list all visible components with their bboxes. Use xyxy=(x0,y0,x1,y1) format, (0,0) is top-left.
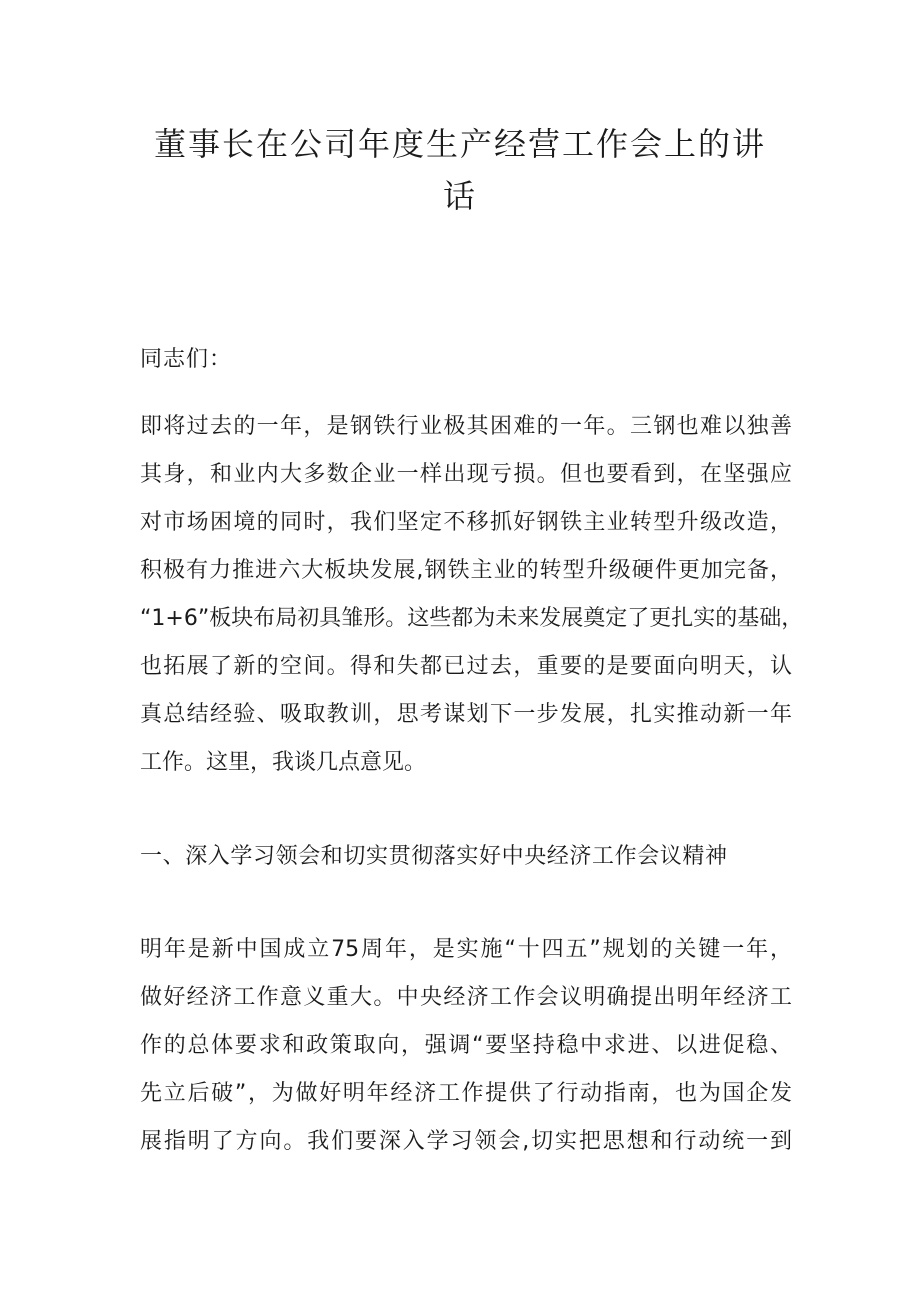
title-line: 董事长在公司年度生产经营工作会上的讲 xyxy=(153,125,766,163)
paragraph-section1 xyxy=(140,926,792,1166)
paragraph-line: 积极有力推进六大板块发展,钢铁主业的转型升级硬件更加完备， xyxy=(140,558,792,583)
paragraph-line: 真总结经验、吸取教训，思考谋划下一步发展，扎实推动新一年 xyxy=(140,702,792,727)
paragraph-line: 做好经济工作意义重大。中央经济工作会议明确提出明年经济工 xyxy=(140,985,792,1010)
paragraph-line: 也拓展了新的空间。得和失都已过去，重要的是要面向明天，认 xyxy=(140,654,792,679)
paragraph-line: 工作。这里，我谈几点意见。 xyxy=(140,750,427,775)
paragraph-line: 展指明了方向。我们要深入学习领会,切实把思想和行动统一到 xyxy=(140,1129,792,1154)
section-heading: 一、深入学习领会和切实贯彻落实好中央经济工作会议精神 xyxy=(140,844,728,869)
paragraph-line: 对市场困境的同时，我们坚定不移抓好钢铁主业转型升级改造， xyxy=(140,510,792,535)
paragraph-line: 明年是新中国成立75周年，是实施“十四五”规划的关键一年， xyxy=(140,937,792,962)
paragraph-line: 作的总体要求和政策取向，强调“要坚持稳中求进、以进促稳、 xyxy=(140,1033,792,1058)
paragraph-line: 先立后破”，为做好明年经济工作提供了行动指南，也为国企发 xyxy=(140,1081,792,1106)
title-line: 话 xyxy=(442,177,477,215)
paragraph-intro xyxy=(140,403,804,787)
paragraph-line: 其身，和业内大多数企业一样出现亏损。但也要看到，在坚强应 xyxy=(140,462,792,487)
paragraph-line: “1+6”板块布局初具雏形。这些都为未来发展奠定了更扎实的基础， xyxy=(140,606,804,631)
paragraph-line: 即将过去的一年，是钢铁行业极其困难的一年。三钢也难以独善 xyxy=(140,414,792,439)
salutation: 同志们： xyxy=(140,347,233,372)
document-title xyxy=(150,118,770,222)
